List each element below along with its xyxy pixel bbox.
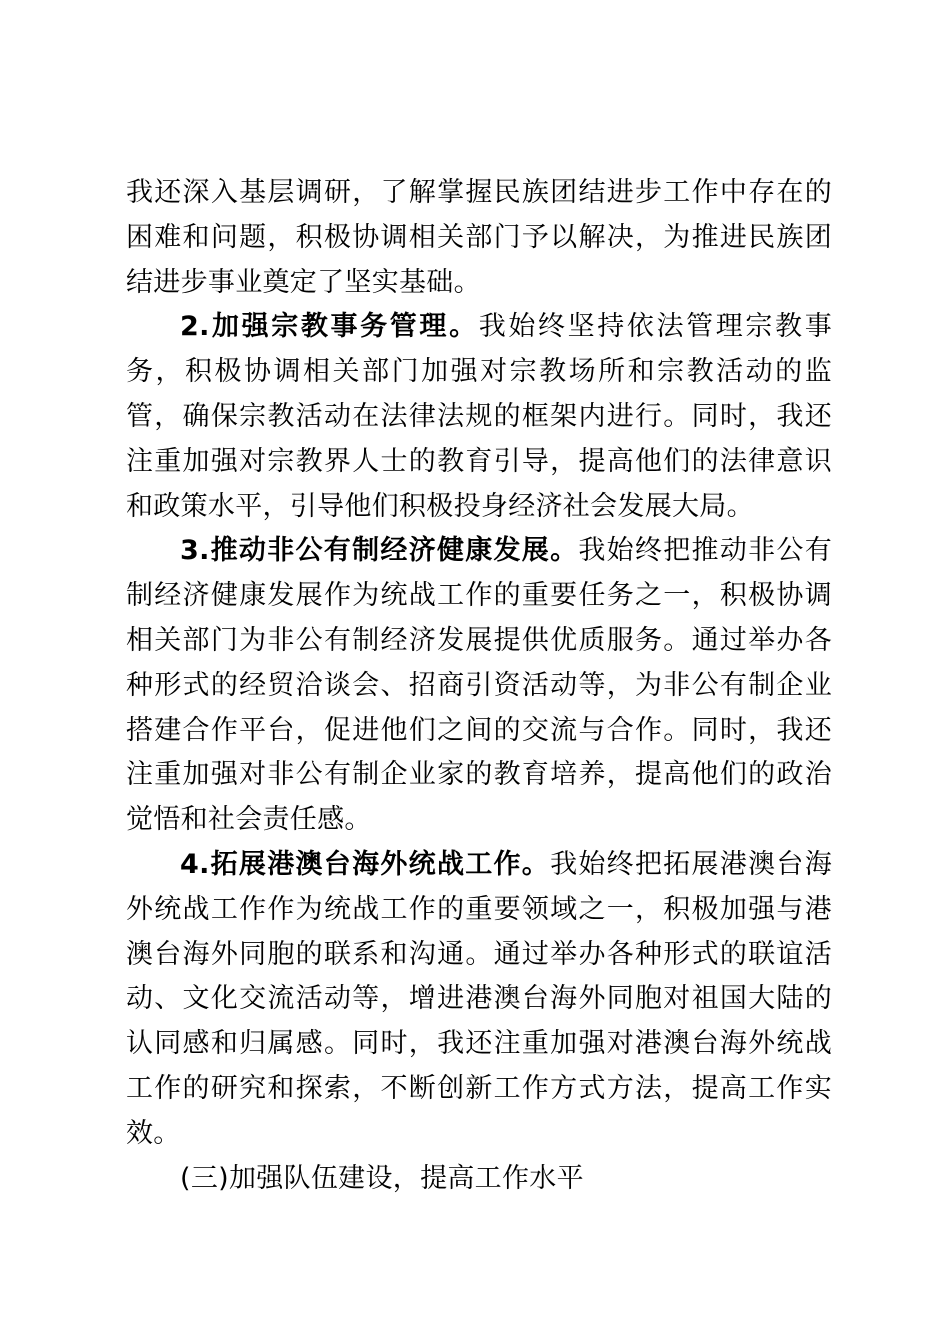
paragraph-body: 我始终坚持依法管理宗教事务，积极协调相关部门加强对宗教场所和宗教活动的监管，确保宗教活动在法律法规的框架内进行。同时，我还注重加强对宗教界人士的教育引导，提高他们的法律意识和政策水平，引导他们积极投身经济社会发展大局。 xyxy=(126,311,832,522)
paragraph-overseas-united-front xyxy=(126,843,832,1157)
paragraph-religious-affairs xyxy=(126,305,832,529)
paragraph-body: 我还深入基层调研，了解掌握民族团结进步工作中存在的困难和问题，积极协调相关部门予以解决，为推进民族团结进步事业奠定了坚实基础。 xyxy=(126,177,832,298)
paragraph-heading: 3.推动非公有制经济健康发展。 xyxy=(180,535,579,567)
paragraph-heading: 4.拓展港澳台海外统战工作。 xyxy=(180,848,551,880)
document-page xyxy=(126,171,832,1201)
section-heading xyxy=(126,1157,832,1202)
paragraph-body: 我始终把推动非公有制经济健康发展作为统战工作的重要任务之一，积极协调相关部门为非公有制经济发展提供优质服务。通过举办各种形式的经贸洽谈会、招商引资活动等，为非公有制企业搭建合作平台，促进他们之间的交流与合作。同时，我还注重加强对非公有制企业家的教育培养，提高他们的政治觉悟和社会责任感。 xyxy=(126,535,832,836)
section-heading-text: (三)加强队伍建设，提高工作水平 xyxy=(180,1162,584,1194)
paragraph-non-public-economy xyxy=(126,529,832,843)
paragraph-body: 我始终把拓展港澳台海外统战工作作为统战工作的重要领域之一，积极加强与港澳台海外同胞的联系和沟通。通过举办各种形式的联谊活动、文化交流活动等，增进港澳台海外同胞对祖国大陆的认同感和归属感。同时，我还注重加强对港澳台海外统战工作的研究和探索，不断创新工作方式方法，提高工作实效。 xyxy=(126,848,833,1149)
paragraph-heading: 2.加强宗教事务管理。 xyxy=(180,311,479,343)
paragraph-continuation xyxy=(126,171,832,305)
